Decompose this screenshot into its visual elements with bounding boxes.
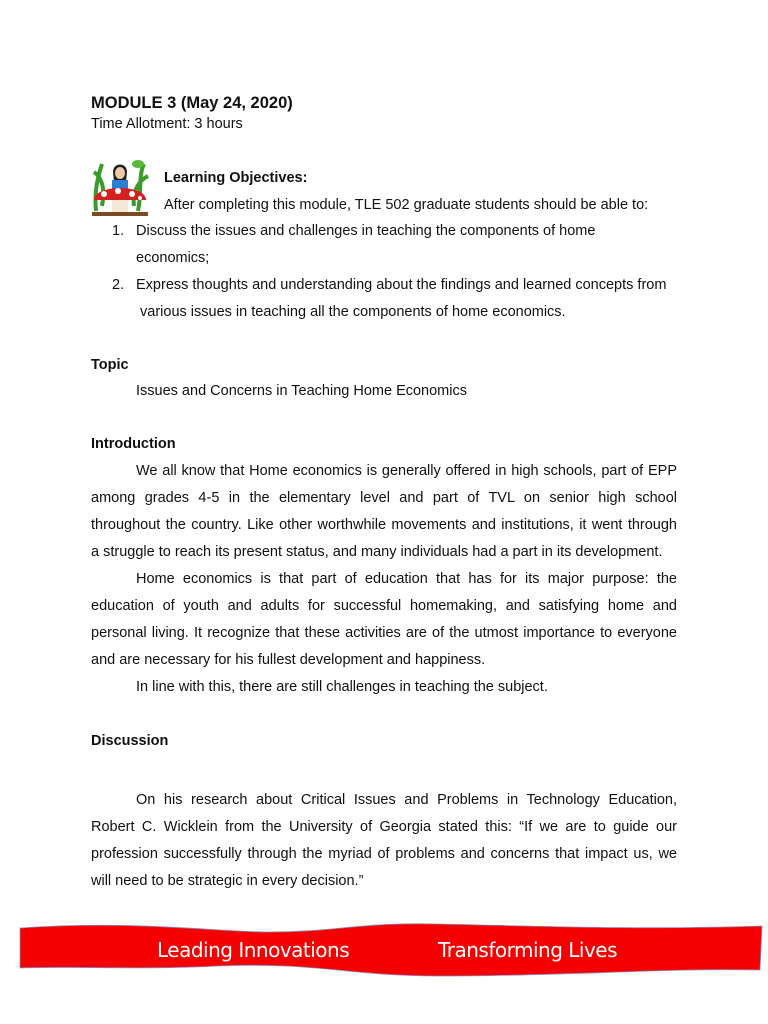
list-number: 1. — [112, 223, 125, 239]
paragraph-line: throughout the country. Like other worthwhile movements and institutions, it went through — [91, 517, 677, 533]
footer-slogan-right: Transforming Lives — [438, 938, 618, 962]
paragraph-line: On his research about Critical Issues and Problems in Technology Education, — [136, 792, 677, 808]
time-allotment: Time Allotment: 3 hours — [91, 116, 243, 132]
topic-heading: Topic — [91, 357, 129, 373]
paragraph-line: personal living. It recognize that these activities are of the utmost importance to everyone — [91, 625, 677, 641]
objectives-heading: Learning Objectives: — [164, 170, 308, 186]
module-title: MODULE 3 (May 24, 2020) — [91, 94, 293, 112]
list-number: 2. — [112, 277, 125, 293]
paragraph-line: among grades 4-5 in the elementary level and part of TVL on senior high school — [91, 490, 677, 506]
paragraph-line: In line with this, there are still challenges in teaching the subject. — [136, 679, 548, 695]
topic-text: Issues and Concerns in Teaching Home Economics — [136, 383, 467, 399]
objectives-intro: After completing this module, TLE 502 graduate students should be able to: — [164, 197, 649, 213]
paragraph-line: We all know that Home economics is generally offered in high schools, part of EPP — [136, 463, 677, 479]
discussion-heading: Discussion — [91, 733, 169, 749]
paragraph-line: profession successfully through the myriad of problems and concerns that impact us, we — [91, 846, 677, 862]
objective-item-line: various issues in teaching all the components of home economics. — [136, 304, 566, 320]
footer-banner — [18, 922, 766, 978]
paragraph-line: will need to be strategic in every decision.” — [91, 873, 364, 889]
objective-item-line: Discuss the issues and challenges in teaching the components of home — [136, 223, 596, 239]
footer-slogan-left: Leading Innovations — [157, 938, 350, 962]
objective-item-line: Express thoughts and understanding about the findings and learned concepts from — [136, 277, 667, 293]
paragraph-line: education of youth and adults for successful homemaking, and satisfying home and — [91, 598, 677, 614]
paragraph-line: Home economics is that part of education that has for its major purpose: the — [136, 571, 677, 587]
girl-reading-on-mushroom-illustration — [88, 156, 152, 218]
paragraph-line: and are necessary for his fullest development and happiness. — [91, 652, 486, 668]
objective-item-line: economics; — [136, 250, 210, 266]
paragraph-line: a struggle to reach its present status, and many individuals had a part in its development. — [91, 544, 663, 560]
introduction-heading: Introduction — [91, 436, 176, 452]
paragraph-line: Robert C. Wicklein from the University of Georgia stated this: “If we are to guide our — [91, 819, 677, 835]
